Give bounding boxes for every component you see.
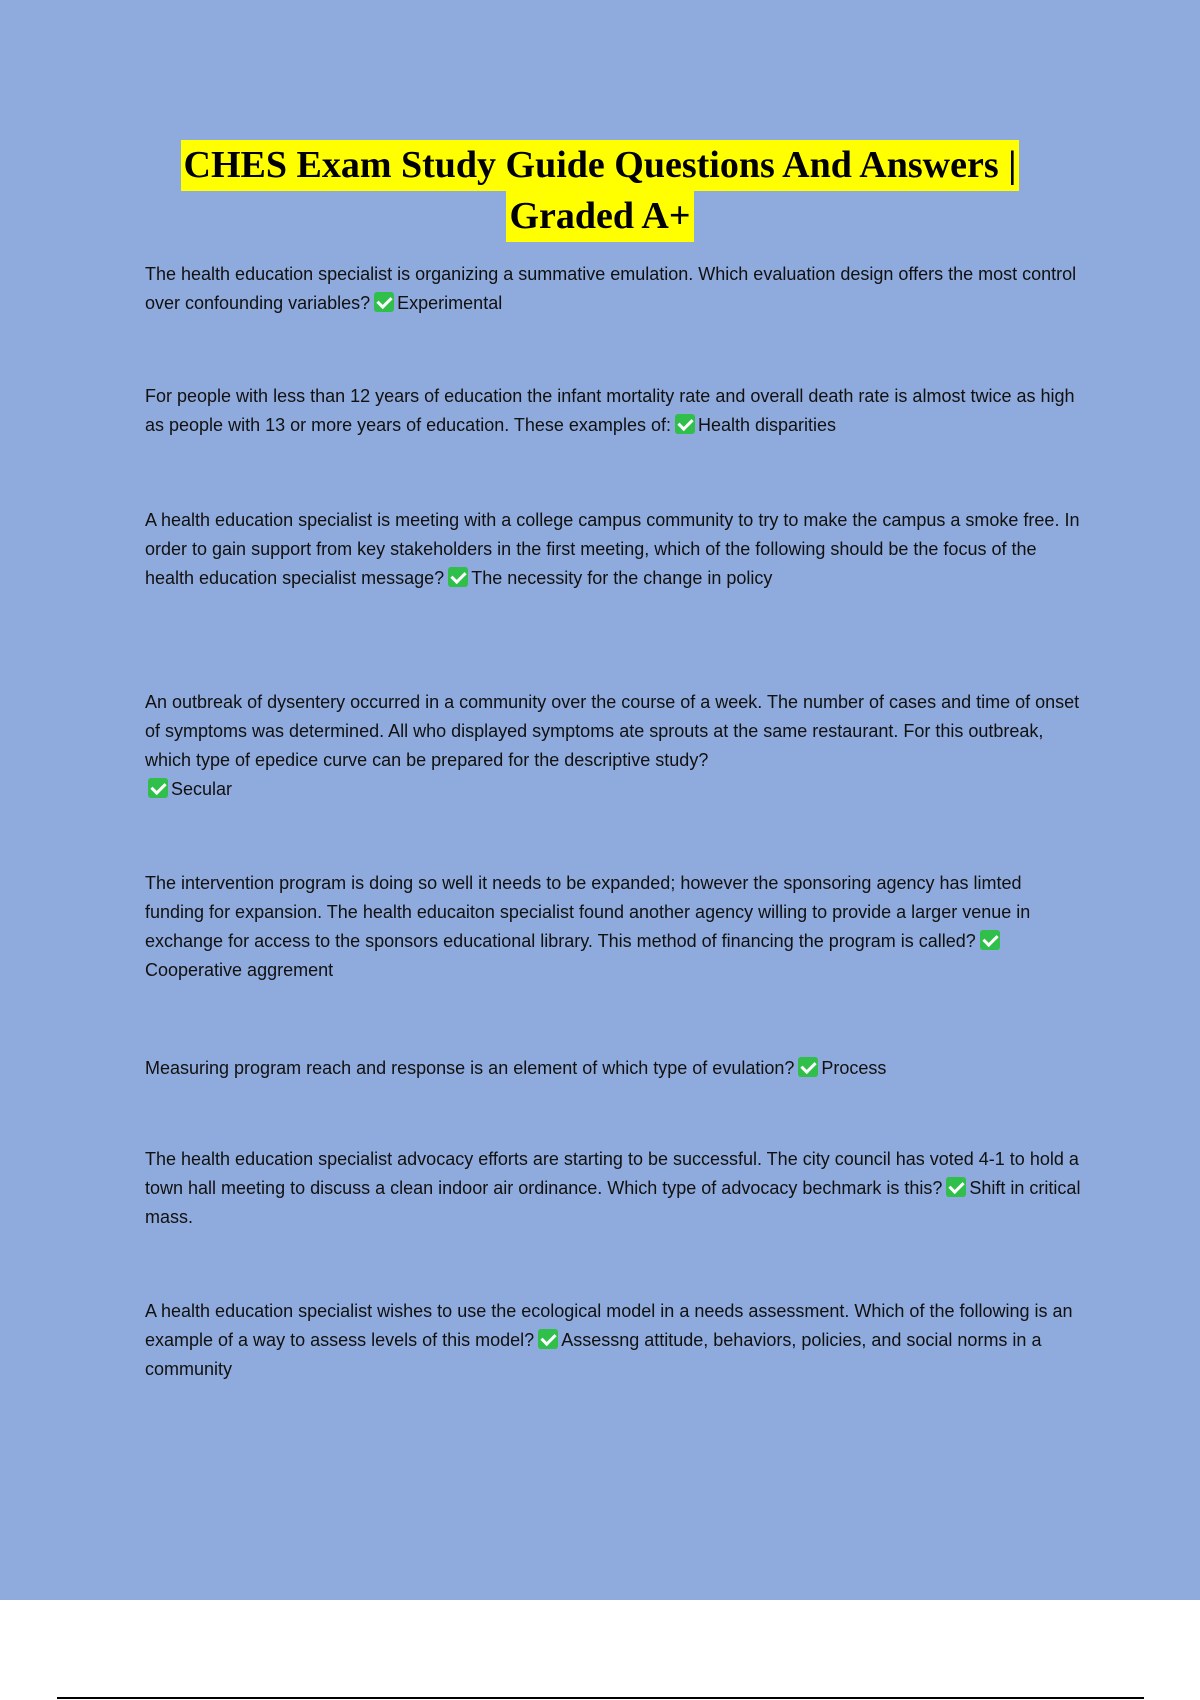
qa-item — [145, 260, 1085, 318]
question-text: The intervention program is doing so well it needs to be expanded; however the sponsoring agency has limted funding for expansion. The health educaiton specialist found another agency willing to provide a larger venue in exchange for access to the sponsors educational library. This method of financing the program is called? — [145, 873, 1031, 951]
document-title — [0, 140, 1200, 242]
question-text: The health education specialist advocacy efforts are starting to be successful. The city council has voted 4-1 to hold a town hall meeting to discuss a clean indoor air ordinance. Which type of advocacy bechmark is this? — [145, 1149, 1079, 1198]
answer-text: Process — [821, 1058, 887, 1078]
check-mark-icon — [980, 930, 1000, 950]
question-text: A health education specialist wishes to use the ecological model in a needs assessment. Which of the following is an example of a way to assess levels of this model? — [145, 1301, 1073, 1350]
footer-divider — [57, 1697, 1144, 1699]
check-mark-icon — [148, 778, 168, 798]
qa-item — [145, 382, 1085, 440]
qa-item — [145, 688, 1085, 804]
qa-item — [145, 1054, 1085, 1083]
question-text: An outbreak of dysentery occurred in a community over the course of a week. The number of cases and time of onset of symptoms was determined. All who displayed symptoms ate sprouts at the same restaurant. For this outbreak, which type of epedice curve can be prepared for the descriptive study? — [145, 692, 1080, 770]
answer-text: Cooperative aggrement — [145, 960, 334, 980]
title-line-1: CHES Exam Study Guide Questions And Answers | — [181, 140, 1020, 191]
answer-text: The necessity for the change in policy — [471, 568, 773, 588]
check-mark-icon — [798, 1057, 818, 1077]
qa-item — [145, 1145, 1085, 1232]
check-mark-icon — [538, 1329, 558, 1349]
qa-item — [145, 1297, 1085, 1384]
check-mark-icon — [675, 414, 695, 434]
question-text: Measuring program reach and response is an element of which type of evulation? — [145, 1058, 795, 1078]
check-mark-icon — [946, 1177, 966, 1197]
title-line-2: Graded A+ — [506, 191, 693, 242]
answer-text: Health disparities — [697, 415, 837, 435]
check-mark-icon — [374, 292, 394, 312]
question-text: The health education specialist is organizing a summative emulation. Which evaluation design offers the most control over confounding variables? — [145, 264, 1077, 313]
answer-text: Experimental — [397, 293, 503, 313]
qa-item — [145, 869, 1085, 985]
answer-text: Shift in critical mass. — [145, 1178, 1081, 1227]
answer-text: Secular — [171, 779, 233, 799]
check-mark-icon — [448, 567, 468, 587]
answer-text: Assessng attitude, behaviors, policies, and social norms in a community — [145, 1330, 1042, 1379]
question-text: A health education specialist is meeting with a college campus community to try to make the campus a smoke free. In order to gain support from key stakeholders in the first meeting, which of the following should be the focus of the health education specialist message? — [145, 510, 1080, 588]
qa-item — [145, 506, 1085, 593]
question-text: For people with less than 12 years of education the infant mortality rate and overall death rate is almost twice as high as people with 13 or more years of education. These examples of: — [145, 386, 1075, 435]
